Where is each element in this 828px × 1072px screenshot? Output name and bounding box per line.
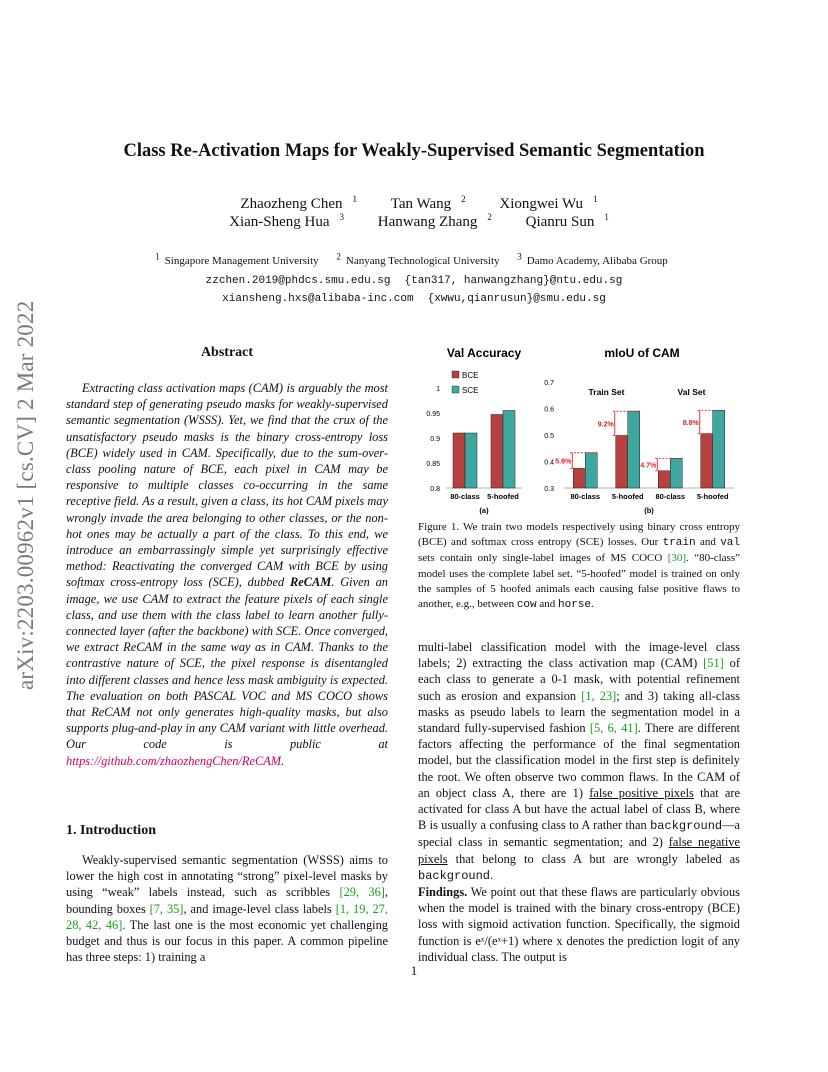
x-tick-label: 80-class: [450, 492, 480, 501]
legend-label: BCE: [462, 371, 479, 380]
author: Qianru Sun $^1$: [525, 212, 609, 230]
chart-title: mIoU of CAM: [604, 346, 680, 360]
bar-bce: [453, 433, 465, 488]
annotation-label: 4.7%: [640, 462, 657, 470]
emails-line-1: zzchen.2019@phdcs.smu.edu.sg {tan317, hanwangzhang}@ntu.edu.sg: [205, 275, 623, 287]
x-tick-label: 5-hoofed: [487, 492, 519, 501]
code-link[interactable]: https://github.com/zhaozhengChen/ReCAM: [66, 753, 282, 768]
chart-miou-of-cam: [544, 346, 734, 515]
author: Hanwang Zhang $^2$: [377, 212, 492, 230]
emails-line-2: xiansheng.hxs@alibaba-inc.com {xwwu,qianrusun}@smu.edu.sg: [222, 293, 606, 305]
bar-sce: [503, 411, 515, 489]
arxiv-stamp: arXiv:2203.00962v1 [cs.CV] 2 Mar 2022: [13, 300, 38, 690]
x-tick-label: 80-class: [570, 492, 601, 501]
chart-val-accuracy: [426, 346, 522, 515]
figure-1-charts: [418, 340, 740, 522]
y-tick-label: 0.5: [544, 433, 554, 440]
abstract-text: Extracting class activation maps (CAM) is arguably the most standard step of generating pseudo masks for weakly-supervised semantic segmentation (WSSS). Yet, we find that the crux of the unsatisfactory pseudo masks is the binary cross-entropy loss (BCE) widely used in CAM. Specifically, due to the sum-over-class pooling nature of BCE, each pixel in CAM may be responsive to multiple classes co-occurring in the same receptive field. As a result, given a class, its hot CAM pixels may wrongly invade the area belonging to other classes, or the non-hot ones may be actually a part of the class. To this end, we introduce an embarrassingly simple yet surprisingly effective method: Reactivating the converged CAM with BCE by using softmax cross-entropy loss (SCE), dubbed ReCAM. Given an image, we use CAM to extract the feature pixels of each single class, and use them with the class label to learn another fully-connected layer (after the backbone) with SCE. Once converged, we extract ReCAM in the same way as in CAM. Thanks to the contrastive nature of SCE, the pixel response is disentangled into different classes and hence less mask ambiguity is expected. The evaluation on both PASCAL VOC and MS COCO shows that ReCAM not only generates high-quality masks, but also supports plug-and-play in any CAM variant with little overhead. Our code is public at https://github.com/zhaozhengChen/ReCAM.: [66, 381, 388, 768]
group-label: Train Set: [588, 387, 625, 397]
y-tick-label: 0.6: [544, 406, 554, 414]
page-number: 1: [410, 963, 418, 978]
paper-title: Class Re-Activation Maps for Weakly-Supervised Semantic Segmentation: [123, 141, 705, 161]
y-tick-label: 0.7: [544, 380, 554, 387]
intro-paragraph: Weakly-supervised semantic segmentation (WSSS) aims to lower the high cost in annotating “strong” pixel-level masks by using “weak” labels instead, such as scribbles [29, 36], bounding boxes [7, 35], and image-level class labels [1, 19, 27, 28, 42, 46]. The last one is the most economic yet challenging budget and thus is our focus in this paper. A common pipeline has three steps: 1) training a: [66, 853, 389, 965]
x-tick-label: 5-hoofed: [611, 492, 644, 501]
bar-bce: [616, 436, 628, 488]
author: Tan Wang $^2$: [390, 194, 466, 212]
author: Zhaozheng Chen $^1$: [240, 194, 357, 212]
legend-label: SCE: [462, 386, 479, 395]
right-column-text: multi-label classification model with the image-level class labels; 2) extracting the class activation map (CAM) [51] of each class to generate a 0-1 mask, with potential refinement such as erosion and expansion [1, 23]; and 3) taking all-class masks as pseudo labels to learn the segmentation model in a standard fully-supervised fashion [5, 6, 41]. There are different factors affecting the performance of the final segmentation model, but the classification model in the first step is definitely the root. We often observe two common flaws. In the CAM of an object class A, there are 1) false positive pixels that are activated for class A but have the actual label of class B, where B is usually a confusing class to A rather than background—a special class in semantic segmentation; and 2) false negative pixels that belong to class A but are wrongly labeled as background. Findings. We point out that these flaws are particularly obvious when the model is trained with the binary cross-entropy (BCE) loss with sigmoid activation function. Specifically, the sigmoid function is eˣ/(eˣ+1) where x denotes the prediction logit of any individual class. The output is: [418, 640, 741, 964]
authors-line-1: [0, 196, 828, 213]
x-tick-label: 80-class: [655, 492, 686, 501]
annotation-label: 8.8%: [682, 420, 699, 428]
affiliations: $^1$ Singapore Management University $^2$ Nanyang Technological University $^3$ Damo Academy, Alibaba Group: [155, 251, 668, 267]
bar-bce: [573, 468, 585, 488]
annotation-label: 9.2%: [597, 421, 614, 429]
bar-bce: [658, 471, 670, 488]
author: Xian-Sheng Hua $^3$: [229, 212, 345, 230]
bar-sce: [585, 453, 597, 488]
y-tick-label: 0.8: [430, 486, 440, 493]
bar-sce: [713, 410, 725, 488]
x-tick-label: 5-hoofed: [696, 492, 729, 501]
panel-label: (a): [479, 506, 489, 515]
y-tick-label: 1: [436, 386, 440, 393]
abstract-heading: Abstract: [200, 345, 254, 360]
y-tick-label: 0.85: [426, 461, 440, 468]
bar-bce: [701, 434, 713, 488]
y-tick-label: 0.3: [544, 486, 554, 493]
authors-line-2: [0, 214, 828, 231]
author: Xiongwei Wu $^1$: [499, 194, 598, 212]
y-tick-label: 0.95: [426, 411, 440, 418]
legend-swatch: [452, 386, 459, 393]
y-tick-label: 0.9: [430, 436, 440, 443]
bar-sce: [670, 458, 682, 488]
bar-sce: [465, 433, 477, 488]
legend-swatch: [452, 371, 459, 378]
y-tick-label: 0.4: [544, 459, 554, 467]
panel-label: (b): [644, 506, 654, 515]
annotation-label: 5.9%: [555, 458, 572, 466]
figure-1-caption: Figure 1. We train two models respectively using binary cross entropy (BCE) and softmax cross entropy (SCE) losses. Our train and val sets contain only single-label images of MS COCO [30]. “80-class” model uses the complete label set. “5-hoofed” model is trained on only the samples of 5 hoofed animals each causing false positive flaws to another, e.g., between cow and horse.: [418, 521, 741, 612]
bar-sce: [628, 411, 640, 488]
chart-title: Val Accuracy: [446, 346, 522, 360]
group-label: Val Set: [677, 387, 706, 397]
bar-bce: [491, 415, 503, 489]
intro-heading: 1. Introduction: [66, 823, 156, 838]
